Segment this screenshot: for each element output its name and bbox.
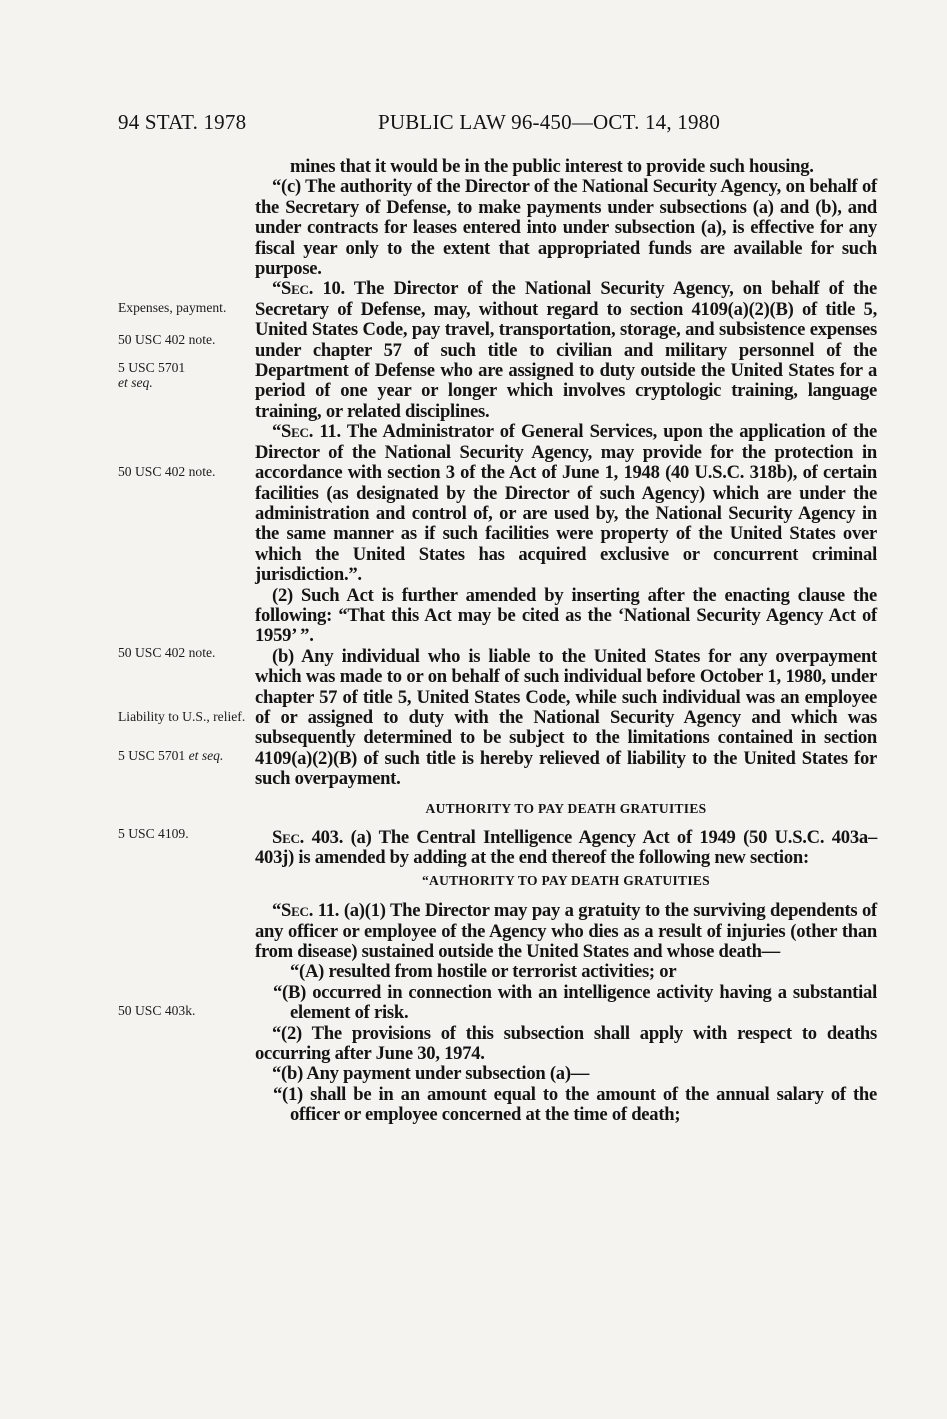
section-label: “Sec. [272, 900, 314, 922]
section-heading: “AUTHORITY TO PAY DEATH GRATUITIES [421, 872, 710, 888]
paragraph: “Sec. 10. The Director of the National Security Agency, on behalf of the Secretary of Defense, may, without regard to section 4109(a)(2)(B) of title 5, United States Code, pay travel, transportation, storage, and subsistence expenses under chapter 57 of such title to civilian and military personnel of the Department of Defense who are assigned to duty outside the United States for a period of one year or longer which involves cryptologic training, language training, or related disciplines. [255, 278, 877, 422]
paragraph: “(1) shall be in an amount equal to the amount of the annual salary of the officer or employee concerned at the time of death; [273, 1083, 877, 1126]
paragraph: Sec. 403. (a) The Central Intelligence Agency Act of 1949 (50 U.S.C. 403a–403j) is amended by adding at the end thereof the following new section: [255, 827, 877, 869]
stat-page-number: 94 STAT. 1978 [118, 110, 247, 134]
margin-note-usc-4109: 5 USC 4109. [118, 826, 189, 841]
running-head: PUBLIC LAW 96-450—OCT. 14, 1980 [378, 110, 721, 134]
paragraph: “(A) resulted from hostile or terrorist activities; or [290, 961, 677, 983]
margin-note-liability: Liability to U.S., relief. [118, 709, 246, 724]
section-label: “Sec. [272, 278, 314, 300]
margin-note-usc-5701-b: 5 USC 5701 et seq. [118, 748, 224, 763]
section-heading: AUTHORITY TO PAY DEATH GRATUITIES [425, 800, 707, 816]
paragraph: (b) Any individual who is liable to the United States for any overpayment which was made to or on behalf of such individual before October 1, 1980, under chapter 57 of title 5, United States Code, while such individual was an employee of or assigned to duty with the National Security Agency and which was subsequently determined to be subject to the limitations contained in section 4109(a)(2)(B) of such title is hereby relieved of liability to the United States for such overpayment. [255, 645, 877, 790]
paragraph: “(2) The provisions of this subsection shall apply with respect to deaths occurring after June 30, 1974. [255, 1022, 877, 1065]
paragraph: “Sec. 11. The Administrator of General Services, upon the application of the Director of the National Security Agency, may provide for the protection in accordance with section 3 of the Act of June 1, 1948 (40 U.S.C. 318b), of certain facilities (as designated by the Director of such Agency) which are under the administration and control of, or are used by, the National Security Agency in the same manner as if such facilities were property of the United States over which the United States has acquired exclusive or concurrent criminal jurisdiction.”. [255, 421, 877, 586]
paragraph: “(b) Any payment under subsection (a)— [272, 1063, 590, 1085]
paragraph: mines that it would be in the public interest to provide such housing. [290, 156, 814, 177]
margin-note-usc-402-c: 50 USC 402 note. [118, 645, 216, 660]
section-label: Sec. [272, 827, 305, 848]
margin-note-usc-403k: 50 USC 403k. [118, 1003, 196, 1018]
paragraph: “(c) The authority of the Director of the National Security Agency, on behalf of the Secretary of Defense, to make payments under subsections (a) and (b), and under contracts for leases entered into under subsection (a), is effective for any fiscal year only to the extent that appropriated funds are available for such purpose. [255, 176, 877, 280]
margin-note-usc-5701: 5 USC 5701 et seq. [118, 360, 186, 390]
margin-note-usc-402: 50 USC 402 note. [118, 332, 216, 347]
body-text [255, 157, 877, 1126]
margin-note-expenses: Expenses, payment. [118, 300, 227, 315]
paragraph: “(B) occurred in connection with an intelligence activity having a substantial element of risk. [273, 981, 877, 1024]
paragraph: “Sec. 11. (a)(1) The Director may pay a gratuity to the surviving dependents of any officer or employee of the Agency who dies as a result of injuries (other than from disease) sustained outside the United States and whose death— [255, 900, 877, 963]
section-label: “Sec. [272, 421, 314, 443]
paragraph: (2) Such Act is further amended by inserting after the enacting clause the following: “That this Act may be cited as the ‘National Security Agency Act of 1959’ ”. [255, 584, 877, 647]
margin-note-usc-402-b: 50 USC 402 note. [118, 464, 216, 479]
